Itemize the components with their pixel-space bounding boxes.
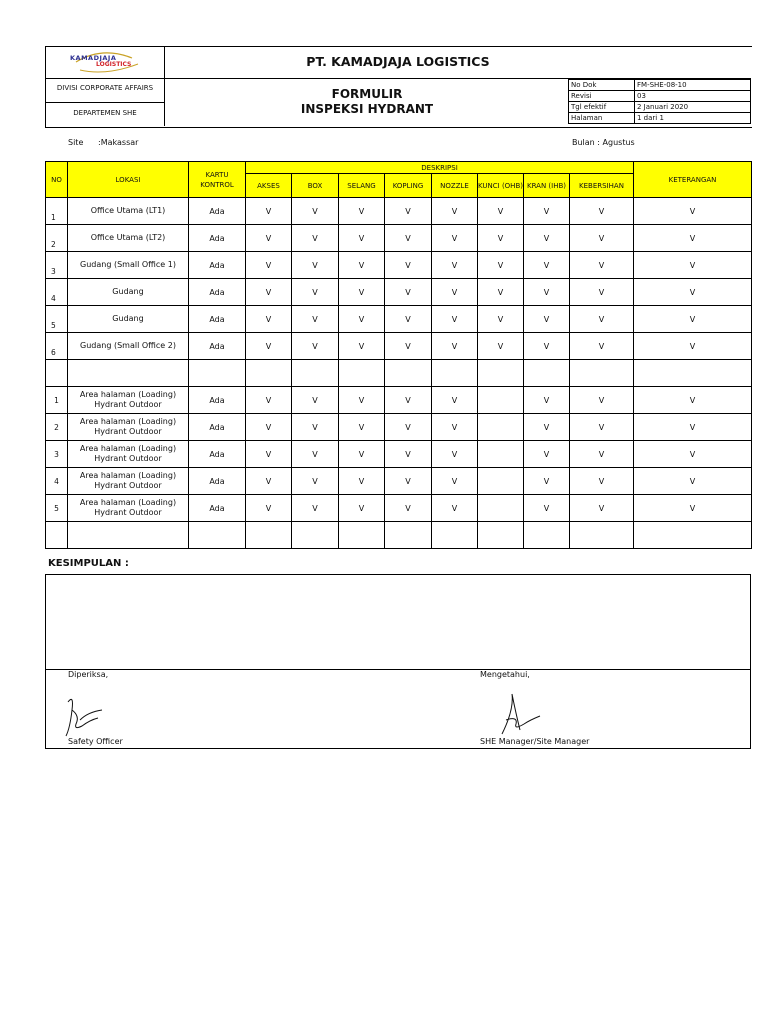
row-check-value: V — [432, 225, 478, 252]
row-check-value: V — [385, 468, 432, 495]
row-check-value: V — [292, 198, 339, 225]
table-row — [46, 333, 752, 360]
row-location: Gudang (Small Office 1) — [68, 252, 189, 279]
row-kartu-kontrol: Ada — [189, 279, 246, 306]
row-check-value: V — [385, 279, 432, 306]
row-check-value: V — [246, 306, 292, 333]
row-check-value: V — [339, 279, 385, 306]
row-check-value: V — [478, 279, 524, 306]
row-check-value — [478, 441, 524, 468]
row-check-value: V — [432, 495, 478, 522]
row-check-value: V — [432, 468, 478, 495]
col-header-kopling: KOPLING — [385, 174, 432, 198]
row-keterangan: V — [634, 414, 752, 441]
row-keterangan: V — [634, 279, 752, 306]
col-header-kebersihan: KEBERSIHAN — [570, 174, 634, 198]
row-check-value: V — [524, 279, 570, 306]
empty-row — [46, 360, 752, 387]
company-logo — [62, 50, 152, 74]
col-header-keterangan: KETERANGAN — [634, 162, 752, 198]
row-check-value: V — [432, 387, 478, 414]
inspection-table — [45, 161, 752, 549]
row-check-value: V — [292, 468, 339, 495]
empty-cell — [634, 360, 752, 387]
row-number: 5 — [46, 306, 68, 333]
row-location: Area halaman (Loading) Hydrant Outdoor — [68, 495, 189, 522]
row-check-value: V — [339, 495, 385, 522]
row-location: Area halaman (Loading) Hydrant Outdoor — [68, 468, 189, 495]
row-check-value: V — [570, 252, 634, 279]
row-check-value: V — [339, 468, 385, 495]
empty-cell — [478, 522, 524, 549]
safety-officer-role: Safety Officer — [68, 737, 123, 746]
row-check-value: V — [292, 306, 339, 333]
table-row — [46, 414, 752, 441]
month-label: Bulan : Agustus — [572, 138, 635, 147]
row-location: Area halaman (Loading) Hydrant Outdoor — [68, 387, 189, 414]
row-check-value: V — [292, 333, 339, 360]
doc-info-row — [569, 91, 751, 102]
row-check-value: V — [385, 252, 432, 279]
empty-cell — [478, 360, 524, 387]
empty-cell — [292, 360, 339, 387]
row-number: 2 — [46, 225, 68, 252]
row-check-value: V — [432, 306, 478, 333]
doc-info-value: 1 dari 1 — [635, 113, 751, 124]
empty-row — [46, 522, 752, 549]
col-header-kunci-ohb: KUNCI (OHB) — [478, 174, 524, 198]
doc-info-row — [569, 102, 751, 113]
row-check-value: V — [478, 198, 524, 225]
doc-info-label: Halaman — [569, 113, 635, 124]
row-check-value: V — [432, 198, 478, 225]
row-check-value: V — [292, 414, 339, 441]
signature-box — [45, 668, 751, 749]
empty-cell — [570, 360, 634, 387]
col-header-selang: SELANG — [339, 174, 385, 198]
row-check-value: V — [432, 441, 478, 468]
row-check-value: V — [292, 279, 339, 306]
row-kartu-kontrol: Ada — [189, 252, 246, 279]
row-check-value: V — [385, 225, 432, 252]
doc-info-row — [569, 113, 751, 124]
logo-text-top: KAMADJAJA — [70, 54, 117, 62]
row-kartu-kontrol: Ada — [189, 225, 246, 252]
row-check-value: V — [570, 441, 634, 468]
row-check-value: V — [246, 468, 292, 495]
empty-cell — [385, 360, 432, 387]
row-keterangan: V — [634, 252, 752, 279]
empty-cell — [339, 360, 385, 387]
row-check-value: V — [478, 252, 524, 279]
form-title-line1: FORMULIR — [331, 87, 403, 101]
table-row — [46, 252, 752, 279]
col-header-no: NO — [46, 162, 68, 198]
row-check-value: V — [570, 198, 634, 225]
row-check-value: V — [524, 306, 570, 333]
row-check-value: V — [524, 252, 570, 279]
row-check-value: V — [339, 441, 385, 468]
division-label: DIVISI CORPORATE AFFAIRS — [56, 84, 154, 92]
row-check-value: V — [524, 198, 570, 225]
row-number: 3 — [46, 252, 68, 279]
row-check-value: V — [570, 414, 634, 441]
empty-cell — [339, 522, 385, 549]
empty-cell — [68, 360, 189, 387]
row-location: Gudang — [68, 306, 189, 333]
row-check-value: V — [385, 441, 432, 468]
table-row — [46, 495, 752, 522]
row-kartu-kontrol: Ada — [189, 495, 246, 522]
doc-info-value: 2 Januari 2020 — [635, 102, 751, 113]
table-row — [46, 306, 752, 333]
doc-info-label: No Dok — [569, 80, 635, 91]
row-location: Area halaman (Loading) Hydrant Outdoor — [68, 441, 189, 468]
row-check-value: V — [339, 333, 385, 360]
row-check-value: V — [385, 387, 432, 414]
row-check-value: V — [524, 468, 570, 495]
row-check-value: V — [292, 225, 339, 252]
manager-signature — [496, 690, 546, 740]
row-location: Gudang — [68, 279, 189, 306]
row-check-value: V — [570, 495, 634, 522]
row-number: 4 — [46, 468, 68, 495]
col-header-lokasi: LOKASI — [68, 162, 189, 198]
row-number: 5 — [46, 495, 68, 522]
site-value: :Makassar — [98, 138, 139, 147]
row-check-value: V — [292, 387, 339, 414]
empty-cell — [246, 360, 292, 387]
row-keterangan: V — [634, 441, 752, 468]
row-number: 3 — [46, 441, 68, 468]
doc-info-label: Revisi — [569, 91, 635, 102]
empty-cell — [432, 522, 478, 549]
division-divider — [45, 102, 165, 103]
row-check-value: V — [478, 333, 524, 360]
empty-cell — [68, 522, 189, 549]
row-check-value: V — [524, 441, 570, 468]
row-check-value: V — [339, 225, 385, 252]
row-check-value: V — [339, 198, 385, 225]
row-check-value: V — [524, 333, 570, 360]
row-kartu-kontrol: Ada — [189, 198, 246, 225]
row-check-value: V — [478, 306, 524, 333]
doc-info-table — [568, 79, 751, 124]
row-check-value — [478, 468, 524, 495]
col-header-deskripsi: DESKRIPSI — [246, 162, 634, 174]
table-row — [46, 441, 752, 468]
row-kartu-kontrol: Ada — [189, 333, 246, 360]
row-check-value: V — [339, 387, 385, 414]
empty-cell — [524, 522, 570, 549]
row-check-value: V — [339, 414, 385, 441]
row-check-value: V — [339, 306, 385, 333]
form-title-line2: INSPEKSI HYDRANT — [300, 102, 434, 116]
row-location: Office Utama (LT1) — [68, 198, 189, 225]
row-check-value: V — [385, 198, 432, 225]
doc-info-value: 03 — [635, 91, 751, 102]
row-check-value: V — [246, 414, 292, 441]
row-check-value: V — [570, 306, 634, 333]
doc-info-label: Tgl efektif — [569, 102, 635, 113]
row-kartu-kontrol: Ada — [189, 441, 246, 468]
row-keterangan: V — [634, 225, 752, 252]
row-keterangan: V — [634, 306, 752, 333]
row-check-value: V — [570, 387, 634, 414]
row-check-value: V — [246, 252, 292, 279]
empty-cell — [524, 360, 570, 387]
row-number: 6 — [46, 333, 68, 360]
row-keterangan: V — [634, 387, 752, 414]
row-check-value: V — [292, 252, 339, 279]
empty-cell — [46, 360, 68, 387]
row-check-value: V — [339, 252, 385, 279]
empty-cell — [246, 522, 292, 549]
row-check-value — [478, 387, 524, 414]
empty-cell — [292, 522, 339, 549]
row-check-value: V — [570, 225, 634, 252]
site-label: Site — [68, 138, 84, 147]
row-check-value: V — [385, 414, 432, 441]
empty-cell — [570, 522, 634, 549]
safety-officer-signature — [62, 690, 112, 740]
doc-info-value: FM-SHE-08-10 — [635, 80, 751, 91]
row-location: Office Utama (LT2) — [68, 225, 189, 252]
col-header-kran-ihb: KRAN (IHB) — [524, 174, 570, 198]
table-row — [46, 225, 752, 252]
row-keterangan: V — [634, 198, 752, 225]
row-check-value: V — [524, 225, 570, 252]
empty-cell — [634, 522, 752, 549]
row-check-value: V — [524, 387, 570, 414]
department-label: DEPARTEMEN SHE — [73, 109, 137, 117]
row-check-value: V — [246, 387, 292, 414]
row-number: 2 — [46, 414, 68, 441]
logo-text-bottom: LOGISTICS — [96, 61, 132, 68]
row-check-value: V — [432, 279, 478, 306]
table-row — [46, 387, 752, 414]
row-keterangan: V — [634, 468, 752, 495]
conclusion-box — [45, 574, 751, 670]
row-check-value: V — [246, 333, 292, 360]
row-check-value: V — [246, 495, 292, 522]
manager-role: SHE Manager/Site Manager — [480, 737, 590, 746]
row-keterangan: V — [634, 495, 752, 522]
table-row — [46, 279, 752, 306]
row-check-value: V — [432, 333, 478, 360]
row-check-value: V — [478, 225, 524, 252]
row-kartu-kontrol: Ada — [189, 468, 246, 495]
row-check-value: V — [432, 252, 478, 279]
col-header-nozzle: NOZZLE — [432, 174, 478, 198]
row-check-value: V — [570, 333, 634, 360]
table-row — [46, 468, 752, 495]
row-check-value: V — [385, 306, 432, 333]
company-title: PT. KAMADJAJA LOGISTICS — [306, 54, 490, 69]
row-check-value — [478, 414, 524, 441]
col-header-box: BOX — [292, 174, 339, 198]
empty-cell — [385, 522, 432, 549]
row-check-value: V — [246, 279, 292, 306]
row-check-value: V — [385, 333, 432, 360]
conclusion-label: KESIMPULAN : — [48, 558, 129, 569]
empty-cell — [189, 522, 246, 549]
row-check-value: V — [570, 468, 634, 495]
empty-cell — [46, 522, 68, 549]
row-number: 1 — [46, 387, 68, 414]
row-location: Area halaman (Loading) Hydrant Outdoor — [68, 414, 189, 441]
table-row — [46, 198, 752, 225]
known-by-label: Mengetahui, — [480, 670, 530, 679]
row-check-value: V — [570, 279, 634, 306]
row-check-value: V — [385, 495, 432, 522]
row-number: 4 — [46, 279, 68, 306]
row-check-value: V — [292, 495, 339, 522]
empty-cell — [432, 360, 478, 387]
row-kartu-kontrol: Ada — [189, 414, 246, 441]
row-check-value: V — [246, 441, 292, 468]
col-header-kartu: KARTU KONTROL — [189, 162, 246, 198]
row-check-value — [478, 495, 524, 522]
col-header-akses: AKSES — [246, 174, 292, 198]
row-check-value: V — [524, 495, 570, 522]
row-keterangan: V — [634, 333, 752, 360]
row-check-value: V — [524, 414, 570, 441]
row-check-value: V — [246, 198, 292, 225]
row-check-value: V — [246, 225, 292, 252]
row-check-value: V — [292, 441, 339, 468]
doc-info-row — [569, 80, 751, 91]
empty-cell — [189, 360, 246, 387]
row-kartu-kontrol: Ada — [189, 387, 246, 414]
checked-by-label: Diperiksa, — [68, 670, 109, 679]
row-location: Gudang (Small Office 2) — [68, 333, 189, 360]
row-kartu-kontrol: Ada — [189, 306, 246, 333]
row-number: 1 — [46, 198, 68, 225]
row-check-value: V — [432, 414, 478, 441]
